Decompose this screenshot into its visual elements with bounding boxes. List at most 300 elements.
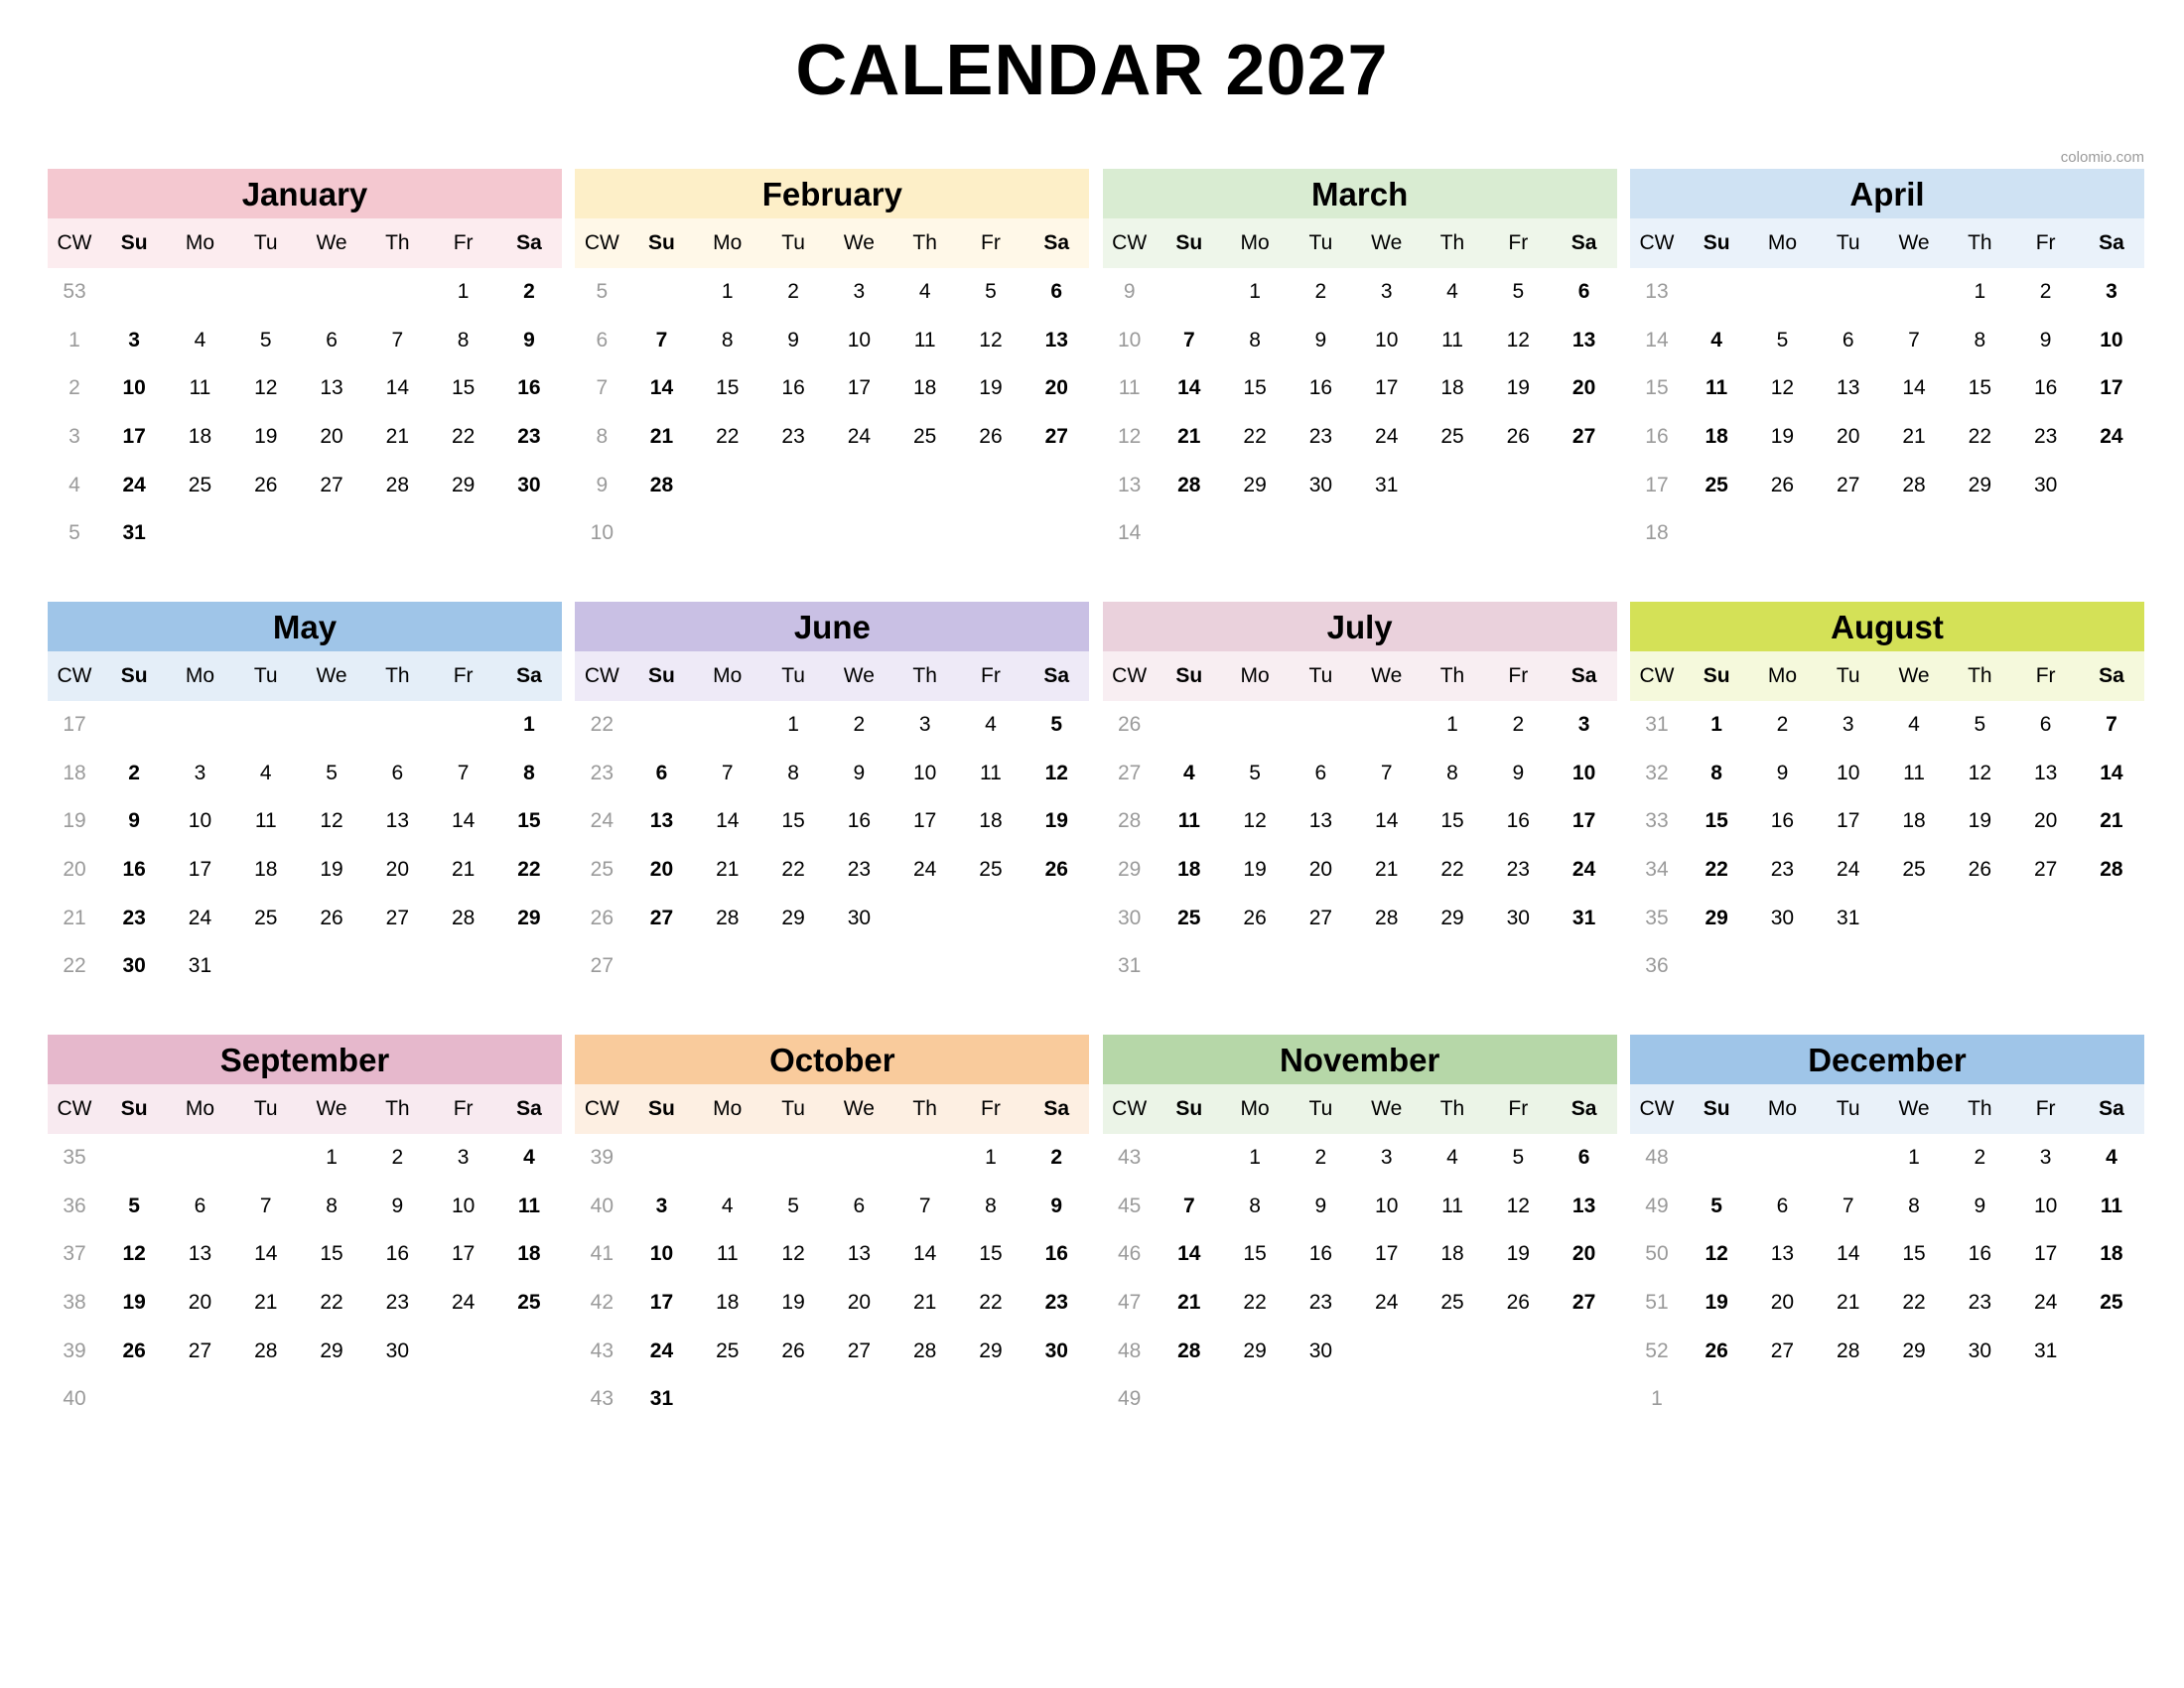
week-row xyxy=(48,1230,562,1279)
day-cell xyxy=(2079,1375,2144,1424)
day-cell: 5 xyxy=(1776,328,1789,352)
day-header: Tu xyxy=(1836,664,1860,687)
day-header: Su xyxy=(120,1097,148,1120)
day-cell: 15 xyxy=(517,809,541,833)
day-cell: 20 xyxy=(1044,376,1068,400)
week-row xyxy=(575,701,1089,750)
month-july xyxy=(1103,602,1617,1015)
day-cell xyxy=(2012,942,2078,991)
day-cell xyxy=(958,895,1024,943)
week-number: 17 xyxy=(63,713,86,736)
day-cell xyxy=(1420,462,1485,510)
week-row xyxy=(1103,701,1617,750)
day-cell xyxy=(1881,895,1947,943)
week-number: 6 xyxy=(596,328,609,352)
day-cell: 19 xyxy=(1044,809,1068,833)
day-header: Su xyxy=(1175,231,1203,254)
day-cell: 27 xyxy=(320,473,343,496)
week-number: 10 xyxy=(1117,328,1142,352)
day-cell: 10 xyxy=(649,1242,674,1266)
day-cell xyxy=(1684,509,1749,558)
week-row xyxy=(575,317,1089,365)
week-row xyxy=(48,797,562,846)
week-number: 24 xyxy=(590,809,614,833)
day-cell: 13 xyxy=(1308,809,1333,833)
day-header: Tu xyxy=(253,1097,278,1120)
day-cell: 29 xyxy=(451,473,476,496)
day-cell xyxy=(1354,942,1420,991)
day-cell: 5 xyxy=(1974,713,1986,736)
month-header: February xyxy=(575,169,1089,218)
day-cell: 18 xyxy=(1440,1242,1464,1266)
day-cell: 5 xyxy=(1249,761,1261,784)
month-august xyxy=(1630,602,2144,1015)
day-cell: 20 xyxy=(188,1291,212,1315)
day-cell xyxy=(1551,1375,1616,1424)
day-cell xyxy=(892,509,958,558)
day-cell xyxy=(760,1375,826,1424)
day-cell: 25 xyxy=(912,425,937,449)
day-cell xyxy=(1222,509,1288,558)
day-cell: 18 xyxy=(979,809,1003,833)
day-cell xyxy=(1551,462,1616,510)
day-header: Sa xyxy=(1570,1097,1597,1120)
week-row xyxy=(1630,364,2144,413)
day-cell: 14 xyxy=(1902,376,1926,400)
day-cell: 2 xyxy=(1512,713,1525,736)
day-cell: 5 xyxy=(128,1194,140,1217)
day-cell: 31 xyxy=(2033,1338,2058,1362)
day-header-row xyxy=(575,218,1089,268)
day-cell xyxy=(1024,462,1089,510)
week-number: 43 xyxy=(590,1387,614,1411)
day-cell: 11 xyxy=(517,1194,541,1217)
day-cell xyxy=(167,701,232,750)
day-cell: 15 xyxy=(451,376,476,400)
day-cell: 19 xyxy=(781,1291,805,1315)
day-header: Sa xyxy=(1043,664,1070,687)
week-number: 19 xyxy=(63,809,86,833)
day-header: Su xyxy=(120,664,148,687)
day-cell: 30 xyxy=(122,954,146,978)
day-cell: 23 xyxy=(847,858,872,882)
week-number: 1 xyxy=(1651,1387,1663,1411)
day-cell: 1 xyxy=(1249,280,1261,303)
day-cell: 17 xyxy=(188,858,212,882)
week-number: 12 xyxy=(1117,425,1142,449)
day-cell: 1 xyxy=(721,280,734,303)
day-header: Mo xyxy=(1240,664,1270,687)
day-cell: 6 xyxy=(1577,280,1590,303)
week-number: 23 xyxy=(590,761,614,784)
day-cell: 9 xyxy=(1512,761,1525,784)
day-header: Tu xyxy=(1836,231,1860,254)
day-cell: 10 xyxy=(847,328,872,352)
day-cell xyxy=(1157,701,1222,750)
week-row xyxy=(1103,1279,1617,1328)
day-cell: 2 xyxy=(1314,1146,1327,1169)
day-cell: 21 xyxy=(1177,425,1201,449)
day-cell: 21 xyxy=(1902,425,1926,449)
week-row xyxy=(575,509,1089,558)
week-number: 17 xyxy=(1645,473,1669,496)
week-number: 46 xyxy=(1117,1242,1142,1266)
day-cell: 21 xyxy=(716,858,740,882)
day-cell: 29 xyxy=(1705,906,1728,929)
week-number: 36 xyxy=(1645,954,1669,978)
day-cell: 10 xyxy=(1375,1194,1399,1217)
day-cell xyxy=(2079,462,2144,510)
day-cell xyxy=(1420,509,1485,558)
day-cell: 8 xyxy=(1710,761,1722,784)
day-cell: 14 xyxy=(1177,376,1201,400)
day-cell: 2 xyxy=(391,1146,404,1169)
day-cell xyxy=(826,942,891,991)
day-cell xyxy=(299,1375,364,1424)
day-cell: 13 xyxy=(385,809,410,833)
day-cell xyxy=(1947,509,2012,558)
week-number: 30 xyxy=(1117,906,1142,929)
week-number: 2 xyxy=(68,376,80,400)
week-row xyxy=(575,895,1089,943)
week-row xyxy=(1103,413,1617,462)
week-row xyxy=(48,1134,562,1183)
day-header: Th xyxy=(912,1097,937,1120)
week-number: 4 xyxy=(68,473,80,496)
day-header: CW xyxy=(57,231,92,254)
day-cell xyxy=(299,268,364,317)
month-september xyxy=(48,1035,562,1448)
day-header-row xyxy=(1103,651,1617,701)
week-row xyxy=(1630,1328,2144,1376)
day-cell xyxy=(1485,462,1551,510)
day-cell: 10 xyxy=(188,809,212,833)
day-header-row xyxy=(48,651,562,701)
day-cell: 30 xyxy=(385,1338,410,1362)
day-header: We xyxy=(843,1097,875,1120)
day-cell: 23 xyxy=(1770,858,1795,882)
day-cell: 19 xyxy=(122,1291,146,1315)
day-cell: 22 xyxy=(451,425,476,449)
week-row xyxy=(48,268,562,317)
week-row xyxy=(1630,1134,2144,1183)
day-header: Fr xyxy=(981,1097,1001,1120)
week-row xyxy=(575,1134,1089,1183)
day-cell: 7 xyxy=(721,761,734,784)
day-header: Tu xyxy=(253,231,278,254)
week-number: 18 xyxy=(63,761,86,784)
day-cell: 19 xyxy=(1506,1242,1530,1266)
week-row xyxy=(575,413,1089,462)
day-cell: 16 xyxy=(1770,809,1795,833)
day-cell: 31 xyxy=(1837,906,1860,929)
day-cell: 23 xyxy=(385,1291,410,1315)
week-row xyxy=(575,462,1089,510)
day-cell: 12 xyxy=(781,1242,805,1266)
day-cell: 12 xyxy=(254,376,278,400)
day-cell xyxy=(695,701,760,750)
day-cell: 20 xyxy=(1770,1291,1795,1315)
day-cell: 27 xyxy=(649,906,674,929)
day-cell: 7 xyxy=(1380,761,1393,784)
day-cell: 30 xyxy=(2033,473,2058,496)
day-cell: 18 xyxy=(254,858,278,882)
day-cell: 28 xyxy=(1837,1338,1860,1362)
day-cell: 30 xyxy=(1308,473,1333,496)
week-row xyxy=(1630,1230,2144,1279)
day-cell xyxy=(1222,1375,1288,1424)
day-cell: 18 xyxy=(1705,425,1728,449)
week-row xyxy=(1630,895,2144,943)
day-cell: 23 xyxy=(1044,1291,1068,1315)
week-row xyxy=(575,1375,1089,1424)
day-cell: 26 xyxy=(1770,473,1795,496)
day-cell: 9 xyxy=(391,1194,404,1217)
day-cell: 6 xyxy=(194,1194,206,1217)
day-cell: 14 xyxy=(1837,1242,1860,1266)
day-header: Mo xyxy=(713,664,743,687)
day-cell: 13 xyxy=(188,1242,212,1266)
day-header: Fr xyxy=(1508,231,1529,254)
day-cell: 22 xyxy=(1705,858,1728,882)
day-cell: 22 xyxy=(979,1291,1003,1315)
day-header: Fr xyxy=(2035,664,2056,687)
day-cell xyxy=(1749,509,1815,558)
day-cell: 26 xyxy=(122,1338,146,1362)
day-cell: 30 xyxy=(1308,1338,1333,1362)
month-february xyxy=(575,169,1089,582)
day-cell: 24 xyxy=(1837,858,1860,882)
day-cell: 19 xyxy=(1770,425,1795,449)
day-cell xyxy=(760,1134,826,1183)
week-number: 5 xyxy=(68,521,80,545)
day-cell: 27 xyxy=(1837,473,1860,496)
day-cell: 18 xyxy=(1440,376,1464,400)
day-cell xyxy=(892,1134,958,1183)
month-header: June xyxy=(575,602,1089,651)
day-header: Su xyxy=(1703,664,1730,687)
day-header-row xyxy=(48,1084,562,1134)
day-cell: 13 xyxy=(2033,761,2058,784)
day-cell xyxy=(1684,1134,1749,1183)
week-number: 9 xyxy=(1123,280,1136,303)
day-cell: 13 xyxy=(1571,328,1596,352)
week-row xyxy=(1103,1375,1617,1424)
day-cell: 18 xyxy=(912,376,937,400)
day-cell: 10 xyxy=(2033,1194,2058,1217)
day-cell: 4 xyxy=(985,713,997,736)
day-cell xyxy=(364,701,430,750)
day-cell: 16 xyxy=(385,1242,410,1266)
day-cell: 17 xyxy=(1375,376,1399,400)
day-cell: 8 xyxy=(1249,1194,1261,1217)
day-cell: 8 xyxy=(1974,328,1986,352)
week-number: 45 xyxy=(1117,1194,1142,1217)
day-cell: 3 xyxy=(853,280,866,303)
day-cell: 7 xyxy=(918,1194,931,1217)
month-header: March xyxy=(1103,169,1617,218)
day-cell: 27 xyxy=(188,1338,212,1362)
day-cell: 15 xyxy=(320,1242,343,1266)
day-cell xyxy=(1157,509,1222,558)
day-header: Th xyxy=(385,664,410,687)
day-cell: 16 xyxy=(781,376,805,400)
day-cell: 14 xyxy=(1177,1242,1201,1266)
month-header: October xyxy=(575,1035,1089,1084)
day-cell: 15 xyxy=(979,1242,1003,1266)
week-number: 34 xyxy=(1645,858,1669,882)
day-header-row xyxy=(1630,1084,2144,1134)
day-cell xyxy=(1816,942,1881,991)
week-number: 27 xyxy=(1117,761,1142,784)
day-cell: 24 xyxy=(847,425,872,449)
week-row xyxy=(48,701,562,750)
week-row xyxy=(1103,1328,1617,1376)
day-cell: 2 xyxy=(1314,280,1327,303)
week-row xyxy=(1103,942,1617,991)
day-cell: 2 xyxy=(1050,1146,1063,1169)
day-cell: 19 xyxy=(1243,858,1267,882)
day-header: CW xyxy=(1639,231,1675,254)
day-cell xyxy=(695,462,760,510)
day-cell: 25 xyxy=(1440,1291,1464,1315)
day-cell: 29 xyxy=(517,906,541,929)
week-row xyxy=(575,1230,1089,1279)
day-cell: 9 xyxy=(1974,1194,1986,1217)
day-cell: 15 xyxy=(716,376,740,400)
week-row xyxy=(575,1279,1089,1328)
day-cell xyxy=(430,942,495,991)
week-number: 31 xyxy=(1117,954,1142,978)
day-header: Fr xyxy=(453,664,474,687)
day-cell xyxy=(496,509,562,558)
week-row xyxy=(1103,797,1617,846)
day-cell: 24 xyxy=(451,1291,476,1315)
day-cell: 25 xyxy=(1902,858,1926,882)
day-cell: 25 xyxy=(716,1338,740,1362)
week-number: 22 xyxy=(63,954,86,978)
day-cell xyxy=(826,509,891,558)
day-cell xyxy=(1222,701,1288,750)
week-number: 28 xyxy=(1117,809,1142,833)
day-cell: 23 xyxy=(1308,1291,1333,1315)
week-row xyxy=(1630,942,2144,991)
week-number: 51 xyxy=(1645,1291,1669,1315)
day-cell xyxy=(1288,1375,1353,1424)
day-header: Su xyxy=(1703,231,1730,254)
day-cell: 13 xyxy=(847,1242,872,1266)
week-number: 36 xyxy=(63,1194,86,1217)
day-cell: 21 xyxy=(1837,1291,1860,1315)
day-cell: 2 xyxy=(2039,280,2052,303)
page-title: CALENDAR 2027 xyxy=(795,31,1389,110)
month-header: September xyxy=(48,1035,562,1084)
day-cell: 30 xyxy=(1968,1338,1991,1362)
day-cell xyxy=(1157,268,1222,317)
day-cell: 8 xyxy=(985,1194,997,1217)
week-number: 25 xyxy=(590,858,614,882)
week-number: 43 xyxy=(1117,1146,1142,1169)
day-cell: 8 xyxy=(787,761,799,784)
week-row xyxy=(48,750,562,798)
day-cell: 15 xyxy=(1243,1242,1267,1266)
week-row xyxy=(48,413,562,462)
day-cell: 13 xyxy=(320,376,343,400)
day-cell: 20 xyxy=(2033,809,2058,833)
day-cell: 16 xyxy=(1308,1242,1333,1266)
day-cell: 4 xyxy=(523,1146,535,1169)
week-number: 31 xyxy=(1645,713,1669,736)
day-cell xyxy=(1816,509,1881,558)
week-number: 49 xyxy=(1645,1194,1669,1217)
day-header: CW xyxy=(584,664,619,687)
day-cell: 22 xyxy=(1440,858,1464,882)
week-number: 42 xyxy=(590,1291,614,1315)
day-cell: 13 xyxy=(1837,376,1860,400)
day-cell: 2 xyxy=(128,761,140,784)
day-header: We xyxy=(1371,664,1403,687)
day-cell xyxy=(1288,701,1353,750)
month-october xyxy=(575,1035,1089,1448)
day-cell xyxy=(233,268,299,317)
day-cell: 16 xyxy=(1308,376,1333,400)
day-cell: 22 xyxy=(716,425,740,449)
week-number: 37 xyxy=(63,1242,86,1266)
day-header-row xyxy=(1630,651,2144,701)
day-cell: 29 xyxy=(320,1338,343,1362)
day-header: We xyxy=(316,231,347,254)
week-number: 38 xyxy=(63,1291,86,1315)
day-cell: 6 xyxy=(2039,713,2052,736)
week-row xyxy=(1630,317,2144,365)
day-cell xyxy=(1157,1134,1222,1183)
day-cell: 24 xyxy=(1375,425,1399,449)
day-cell xyxy=(958,1375,1024,1424)
day-cell: 29 xyxy=(1440,906,1464,929)
day-cell: 12 xyxy=(1506,1194,1530,1217)
week-row xyxy=(1630,413,2144,462)
week-number: 43 xyxy=(590,1338,614,1362)
day-header: Su xyxy=(1175,664,1203,687)
day-cell: 15 xyxy=(1705,809,1728,833)
day-cell: 3 xyxy=(1577,713,1590,736)
day-cell: 24 xyxy=(2033,1291,2058,1315)
day-cell xyxy=(628,1134,694,1183)
week-row xyxy=(1630,701,2144,750)
day-header: Sa xyxy=(2099,231,2124,254)
day-cell: 4 xyxy=(1710,328,1722,352)
day-cell: 28 xyxy=(254,1338,278,1362)
day-cell: 7 xyxy=(655,328,668,352)
day-cell: 12 xyxy=(979,328,1003,352)
day-cell: 17 xyxy=(451,1242,476,1266)
day-cell: 11 xyxy=(1441,328,1463,352)
day-cell: 1 xyxy=(523,713,535,736)
day-cell xyxy=(1551,942,1616,991)
day-cell: 22 xyxy=(1243,425,1267,449)
day-cell: 8 xyxy=(1908,1194,1920,1217)
day-header: Th xyxy=(912,231,937,254)
day-header: Fr xyxy=(2035,231,2056,254)
month-header: November xyxy=(1103,1035,1617,1084)
day-cell: 12 xyxy=(1506,328,1530,352)
day-cell: 5 xyxy=(985,280,997,303)
day-cell: 10 xyxy=(122,376,146,400)
day-cell xyxy=(430,701,495,750)
day-cell xyxy=(1354,701,1420,750)
day-cell: 10 xyxy=(1837,761,1860,784)
day-cell xyxy=(101,1134,167,1183)
